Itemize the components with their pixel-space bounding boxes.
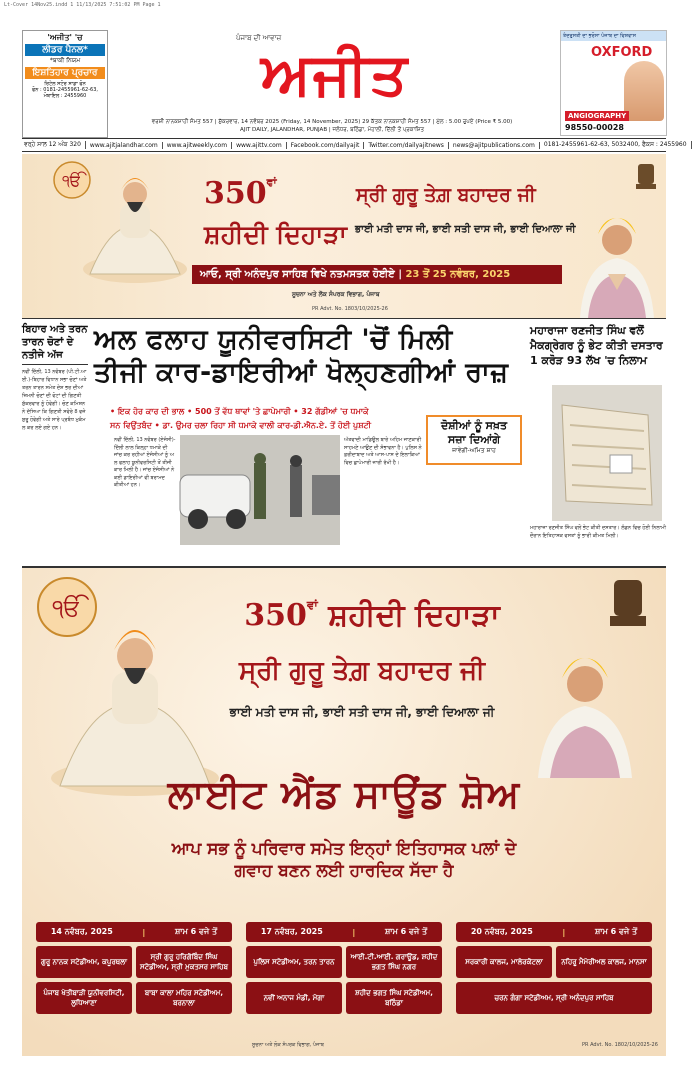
banner2-num-sup: ਵਾਂ [306,598,318,612]
guru-illustration-icon [50,608,220,798]
turban-caption: ਮਹਾਰਾਜਾ ਰਣਜੀਤ ਸਿੰਘ ਵਲੋਂ ਭੇਟ ਕੀਤੀ ਦਸਤਾਰ। ਲੰਡਨ ਵਿਚ ਹੋਈ ਨਿਲਾਮੀ ਦੌਰਾਨ ਇਤਿਹਾਸਕ ਵਸਤਾਂ ਨੂੰ ਭਾਰੀ ਕੀਮਤ ਮਿਲੀ। [530,525,666,539]
ad-person-image [624,61,664,121]
chief-minister-photo-icon [530,628,640,778]
contact-email[interactable]: news@ajitpublications.com [453,142,540,149]
left-box-line6: ਫੋਨ : 0181-2455961-62-63, ਮੋਬਾਇਲ : 2455960 [32,87,98,99]
venue-cell: ਨਵੀਂ ਅਨਾਜ ਮੰਡੀ, ਮੋਗਾ [246,982,342,1014]
lead-headline-line2: ਤੀਜੀ ਕਾਰ-ਡਾਇਰੀਆਂ ਖੋਲ੍ਹਣਗੀਆਂ ਰਾਜ਼ [94,357,509,388]
banner1-guru-name: ਸ੍ਰੀ ਗੁਰੂ ਤੇਗ਼ ਬਹਾਦਰ ਜੀ [356,184,536,206]
contact-phone: 0181-2455961-62-63, 5032400, ਫੈਕਸ : 2455960 [544,141,692,149]
contact-link[interactable]: www.ajitweekly.com [167,142,232,149]
banner2-guru-name: ਸ੍ਰੀ ਗੁਰੂ ਤੇਗ਼ ਬਹਾਦਰ ਜੀ [239,656,485,686]
banner2-footer: ਸੂਚਨਾ ਅਤੇ ਲੋਕ ਸੰਪਰਕ ਵਿਭਾਗ, ਪੰਜਾਬ [252,1042,324,1048]
left-column-text: ਨਵੀਂ ਦਿੱਲੀ, 13 ਨਵੰਬਰ (ਪੀ.ਟੀ.ਆਈ.)-ਬਿਹਾਰ ਵਿਧਾਨ ਸਭਾ ਚੋਣਾਂ ਅਤੇ ਤਰਨ ਤਾਰਨ ਸਮੇਤ ਦੇਸ਼ ਭਰ ਦੀਆਂ ਜ਼ਿਮਨੀ ਚੋਣਾਂ ਦੀ ਵੋਟਾਂ ਦੀ ਗਿਣਤੀ ਸ਼ੁੱਕਰਵਾਰ ਨੂੰ ਹੋਵੇਗੀ। ਚੋਣ ਕਮਿਸ਼ਨ ਨੇ ਦੱਸਿਆ ਕਿ ਗਿਣਤੀ ਸਵੇਰੇ 8 ਵਜੇ ਸ਼ੁਰੂ ਹੋਵੇਗੀ ਅਤੇ ਸਾਰੇ ਪ੍ਰਬੰਧ ਮੁਕੰਮਲ ਕਰ ਲਏ ਗਏ ਹਨ। [22,369,87,431]
info-line2: AJIT DAILY, JALANDHAR, PUNJAB | ਜਲੰਧਰ, ਬਠਿੰਡਾ, ਮੋਹਾਲੀ, ਦਿੱਲੀ ਤੋਂ ਪ੍ਰਕਾਸ਼ਿਤ [239,127,425,133]
lead-photo-image [180,435,340,545]
turban-auction-headline[interactable]: ਮਹਾਰਾਜਾ ਰਣਜੀਤ ਸਿੰਘ ਵਲੋਂ ਮੈਕਗ੍ਰੇਗਰ ਨੂੰ ਭੇਟ ਕੀਤੀ ਦਸਤਾਰ 1 ਕਰੋੜ 93 ਲੱਖ 'ਚ ਨਿਲਾਮ [530,324,663,367]
banner1-footer: ਸੂਚਨਾ ਅਤੇ ਲੋਕ ਸੰਪਰਕ ਵਿਭਾਗ, ਪੰਜਾਬ [292,291,380,298]
left-box-line4: ਇਸ਼ਤਿਹਾਰ ਪ੍ਰਚਾਰ [25,67,105,79]
banner1-invite-bar: ਆਓ, ਸ੍ਰੀ ਅਨੰਦਪੁਰ ਸਾਹਿਬ ਵਿਖੇ ਨਤਮਸਤਕ ਹੋਈਏ | 23 ਤੋਂ 25 ਨਵੰਬਰ, 2025 [192,265,562,284]
banner1-num-sup: ਵਾਂ [266,176,277,189]
invitation-text [82,838,606,882]
schedule-block-2 [246,922,442,1052]
svg-text:ੴ: ੴ [62,171,82,190]
contact-item: ਵਰ੍ਹੇ ਸਾਲ 12 ਅੰਕ 320 [24,141,86,149]
banner2-advt-no: PR Advt. No. 1802/10/2025-26 [582,1042,658,1048]
banner1-shahidi: ਸ਼ਹੀਦੀ ਦਿਹਾੜਾ [204,220,347,249]
news-left-column [22,323,88,563]
banner1-advt-no: PR Advt. No. 1803/10/2025-26 [312,306,388,312]
left-box-line3: *ਬਾਕੀ ਨਿਯਮ [49,57,81,64]
venue-cell: ਬਾਬਾ ਕਾਲਾ ਮਹਿਰ ਸਟੇਡੀਅਮ, ਬਰਨਾਲਾ [136,982,232,1014]
lead-photo[interactable] [180,435,340,545]
schedule-header: 17 ਨਵੰਬਰ, 2025 | ਸ਼ਾਮ 6 ਵਜੇ ਤੋਂ [246,922,442,942]
lead-headline[interactable] [94,323,526,389]
schedule-date: 20 ਨਵੰਬਰ, 2025 [470,927,533,936]
turban-photo-image [552,385,662,521]
schedule-block-1 [36,922,232,1052]
schedule-date: 14 ਨਵੰਬਰ, 2025 [50,927,113,936]
govt-emblem-icon [630,160,662,192]
venue-cell: ਸਰਕਾਰੀ ਕਾਲਜ, ਮਾਲੇਰਕੋਟਲਾ [456,946,552,978]
banner1-dates: 23 ਤੋਂ 25 ਨਵੰਬਰ, 2025 [405,269,511,280]
venue-cell: ਪੰਜਾਬ ਖੇਤੀਬਾੜੀ ਯੂਨੀਵਰਸਿਟੀ, ਲੁਧਿਆਣਾ [36,982,132,1014]
masthead-left-box [22,30,108,138]
govt-emblem-icon [602,576,654,634]
banner1-num: 350 [204,176,267,211]
amit-shah-box[interactable] [426,415,522,465]
lead-subhead2: ਸਨ ਵਿਉਂਤਬੰਦ • ਡਾ. ਉਮਰ ਚਲਾ ਰਿਹਾ ਸੀ ਧਮਾਕੇ ਵਾਲੀ ਕਾਰ-ਡੀ.ਐਨ.ਏ. ਤੋਂ ਹੋਈ ਪੁਸ਼ਟੀ [110,421,372,430]
left-box-line5: ਰਿਟੇਲ ਸਟੋਰ ਸਾਡਾ ਫੋਨ [44,81,86,87]
venue-cell: ਗੁਰੂ ਨਾਨਕ ਸਟੇਡੀਅਮ, ਕਪੂਰਥਲਾ [36,946,132,978]
banner2-shahidi: ਸ਼ਹੀਦੀ ਦਿਹਾੜਾ [328,598,500,633]
masthead-info [112,118,552,134]
lead-subheads [110,405,450,433]
contact-link[interactable]: www.ajittv.com [236,142,287,149]
schedule-block-3 [456,922,652,1052]
contact-link[interactable]: Twitter.com/dailyajitnews [368,142,449,149]
ad-brand: OXFORD [591,45,653,60]
ad-header: ਤੰਦਰੁਸਤੀ ਦਾ ਭਰੋਸਾ ਪੰਜਾਬ ਦਾ ਵਿਸ਼ਵਾਸ [561,31,666,41]
banner2-350-shahidi [202,598,542,633]
schedule-time: ਸ਼ਾਮ 6 ਵਜੇ ਤੋਂ [594,927,638,936]
ad-tag: ANGIOGRAPHY [565,111,629,121]
venue-cell: ਨਹਿਰੂ ਮੈਮੋਰੀਅਲ ਕਾਲਜ, ਮਾਨਸਾ [556,946,652,978]
venue-cell: ਚਰਨ ਗੰਗਾ ਸਟੇਡੀਅਮ, ਸ੍ਰੀ ਅਨੰਦਪੁਰ ਸਾਹਿਬ [456,982,652,1014]
masthead-logo: ਅਜੀਤ [260,40,410,108]
schedule-time: ਸ਼ਾਮ 6 ਵਜੇ ਤੋਂ [384,927,428,936]
left-box-line2: ਲੀਡਰ ਪੈਨਲ* [25,44,105,56]
info-line1: ਵਰਸ਼ੀ ਨਾਨਕਸ਼ਾਹੀ ਸੰਮਤ 557 | ਸ਼ੁੱਕਰਵਾਰ, 14 ਨਵੰਬਰ 2025 (Friday, 14 November, 2025) 29 ਕੱਤਕ ਨਾਨਕਸ਼ਾਹੀ ਸੰਮਤ 557 | ਮੁੱਲ : 5.00 ਰੁਪਏ (Price ₹ 5.00) [151,119,513,125]
venue-cell: ਸ੍ਰੀ ਗੁਰੂ ਹਰਿਗੋਬਿੰਦ ਸਿੰਘ ਸਟੇਡੀਅਮ, ਸ੍ਰੀ ਮੁਕਤਸਰ ਸਾਹਿਬ [136,946,232,978]
schedule-date: 17 ਨਵੰਬਰ, 2025 [260,927,323,936]
masthead-tagline: ਪੰਜਾਬ ਦੀ ਆਵਾਜ਼ [236,34,282,42]
lead-text-right: ਅੱਤਵਾਦੀ ਮਾਡਿਊਲ ਬਾਰੇ ਅਹਿਮ ਜਾਣਕਾਰੀ ਸਾਹਮਣੇ ਆਉਣ ਦੀ ਸੰਭਾਵਨਾ ਹੈ। ਪੁਲਿਸ ਨੇ ਫ਼ਰੀਦਾਬਾਦ ਅਤੇ ਆਸ-ਪਾਸ ਦੇ ਇਲਾਕਿਆਂ ਵਿਚ ਛਾਪੇਮਾਰੀ ਜਾਰੀ ਰੱਖੀ ਹੈ। [344,437,422,466]
light-sound-show-ad[interactable] [22,566,666,1056]
box-line-c: ਜਾਵੇਗੀ-ਅਮਿਤ ਸ਼ਾਹ [452,447,496,454]
invite-line1: ਆਪ ਸਭ ਨੂੰ ਪਰਿਵਾਰ ਸਮੇਤ ਇਨ੍ਹਾਂ ਇਤਿਹਾਸਕ ਪਲਾਂ ਦੇ [171,839,517,859]
turban-photo[interactable] [552,385,662,521]
banner2-bhai-names: ਭਾਈ ਮਤੀ ਦਾਸ ਜੀ, ਭਾਈ ਸਤੀ ਦਾਸ ਜੀ, ਭਾਈ ਦਿਆਲਾ ਜੀ [229,705,495,719]
banner1-bhai-names: ਭਾਈ ਮਤੀ ਦਾਸ ਜੀ, ਭਾਈ ਸਤੀ ਦਾਸ ਜੀ, ਭਾਈ ਦਿਆਲਾ ਜੀ [355,224,576,235]
invite-line2: ਗਵਾਹ ਬਣਨ ਲਈ ਹਾਰਦਿਕ ਸੱਦਾ ਹੈ [234,861,454,881]
venue-cell: ਸ਼ਹੀਦ ਭਗਤ ਸਿੰਘ ਸਟੇਡੀਅਮ, ਬਠਿੰਡਾ [346,982,442,1014]
contact-link[interactable]: Facebook.com/dailyajit [291,142,365,149]
crop-marks-line: Lt-Cover 14Nov25.indd 1 11/13/2025 7:51:02 PM Page 1 [4,2,161,8]
news-section [22,318,666,564]
guru-illustration-icon [80,164,190,284]
box-line-a: ਦੋਸ਼ੀਆਂ ਨੂੰ ਸਖ਼ਤ [440,419,508,432]
banner1-bar-text: ਆਓ, ਸ੍ਰੀ ਅਨੰਦਪੁਰ ਸਾਹਿਬ ਵਿਖੇ ਨਤਮਸਤਕ ਹੋਈਏ [200,269,395,280]
schedule-header: 20 ਨਵੰਬਰ, 2025 | ਸ਼ਾਮ 6 ਵਜੇ ਤੋਂ [456,922,652,942]
contact-link[interactable]: www.ajitjalandhar.com [90,142,163,149]
left-box-line1: 'ਅਜੀਤ' 'ਚ [47,33,83,42]
chief-minister-photo-icon [570,194,664,318]
banner1-350 [204,176,277,211]
banner2-num: 350 [244,598,307,633]
contact-bar [22,138,687,152]
left-column-headline[interactable]: ਬਿਹਾਰ ਅਤੇ ਤਰਨ ਤਾਰਨ ਚੋਣਾਂ ਦੇ ਨਤੀਜੇ ਅੱਜ [22,323,88,365]
light-sound-show-title: ਲਾਈਟ ਐਂਡ ਸਾਊਂਡ ਸ਼ੋਅ [167,772,521,816]
schedule-time: ਸ਼ਾਮ 6 ਵਜੇ ਤੋਂ [174,927,218,936]
ad-phone: 98550-00028 [565,123,624,132]
svg-text:ੴ: ੴ [52,594,82,622]
box-line-b: ਸਜ਼ਾ ਦਿਆਂਗੇ [448,433,500,446]
top-banner-ad[interactable] [22,154,666,318]
venue-cell: ਆਈ.ਟੀ.ਆਈ. ਗਰਾਊਂਡ, ਸ਼ਹੀਦ ਭਗਤ ਸਿੰਘ ਨਗਰ [346,946,442,978]
venue-cell: ਪੁਲਿਸ ਸਟੇਡੀਅਮ, ਤਰਨ ਤਾਰਨ [246,946,342,978]
lead-text-left: ਨਵੀਂ ਦਿੱਲੀ, 13 ਨਵੰਬਰ (ਏਜੰਸੀ)-ਦਿੱਲੀ ਲਾਲ ਕਿਲ੍ਹਾ ਧਮਾਕੇ ਦੀ ਜਾਂਚ ਕਰ ਰਹੀਆਂ ਏਜੰਸੀਆਂ ਨੂੰ ਅਲ ਫਲਾਹ ਯੂਨੀਵਰਸਿਟੀ ਤੋਂ ਤੀਜੀ ਕਾਰ ਮਿਲੀ ਹੈ। ਜਾਂਚ ਏਜੰਸੀਆਂ ਨੇ ਕਈ ਡਾਇਰੀਆਂ ਵੀ ਬਰਾਮਦ ਕੀਤੀਆਂ ਹਨ। [114,437,176,488]
lead-subhead1: • ਇਕ ਹੋਰ ਕਾਰ ਦੀ ਭਾਲ • 500 ਤੋਂ ਵੱਧ ਥਾਵਾਂ 'ਤੇ ਛਾਪੇਮਾਰੀ • 32 ਗੱਡੀਆਂ 'ਚ ਧਮਾਕੇ [110,407,369,416]
schedule-header: 14 ਨਵੰਬਰ, 2025 | ਸ਼ਾਮ 6 ਵਜੇ ਤੋਂ [36,922,232,942]
masthead-ad[interactable] [560,30,667,136]
lead-headline-line1: ਅਲ ਫਲਾਹ ਯੂਨੀਵਰਸਿਟੀ 'ਚੋਂ ਮਿਲੀ [94,324,453,355]
